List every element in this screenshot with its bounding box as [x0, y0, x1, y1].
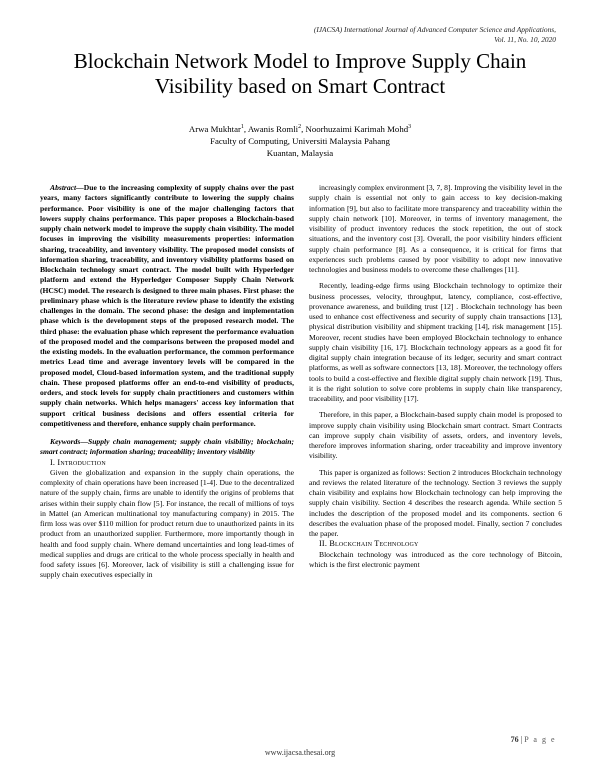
keywords — [40, 437, 294, 458]
author-2-sup: 2 — [298, 124, 302, 130]
journal-volume: Vol. 11, No. 10, 2020 — [494, 35, 556, 44]
journal-header — [156, 25, 556, 45]
journal-url: www.ijacsa.thesai.org — [264, 748, 336, 757]
author-list: Arwa Mukhtar$^1$, Awanis Romli$^2$, Noorhuzaimi Karimah Mohd$^3$ — [188, 123, 412, 134]
page-number-value: 76 — [510, 735, 519, 744]
paragraph-blockchain-firms: Recently, leading-edge firms using Blockchain technology to optimize their business processes, velocity, throughput, latency, compliance, cost-effective, provenance awareness, and building trust [12] . Blockchain technology has been used to enhance cost effectiveness and security of supply chain transactions [13], physical distribution visibility and shipment tracking [14], risk management [15]. Moreover, recent studies have been employed Blockchain technology to enhance supply chain visibility [16, 17]. Blockchain technology appears as a good fit for digital supply chain integration because of its ledger, security and smart contract platforms, as well as software connectors [13, 18]. Moreover, the technology offers tools to build a cost-effective and flexible digital supply chain network [19]. Thus, it is the right solution to solve core problems in supply chain like transparency, traceability, and poor visibility [17]. — [309, 281, 562, 403]
abstract-label: Abstract— — [50, 183, 84, 192]
paragraph-visibility: increasingly complex environment [3, 7, 8]. Improving the visibility level in the supply chain is essential not only to gain access to key decision-making information [9], but also to facilitate more transparency and traceability within the supply chain network [10]. Moreover, in terms of inventory management, the visibility of product inventory reduces the stock repetition, the out of stock situations, and the inventory cost [3]. Overall, the poor visibility hinders efficient supply chain performance [8]. As a consequence, it is critical for firms that experiences such problems caused by poor visibility to adopt new innovative technologies and business models to overcome these challenges [11]. — [309, 183, 562, 274]
journal-name: (IJACSA) International Journal of Advanced Computer Science and Applications, — [313, 25, 556, 34]
paragraph-organization: This paper is organized as follows: Section 2 introduces Blockchain technology and reviews the related literature of the technology. Section 3 reviews the supply chain visibility and explains how Blockchain technology can help improving the supply chain visibility. Section 4 describes the research agenda. While section 5 includes the description of the proposed model and its components. section 6 describes the evaluation phase of the proposed model. Finally, section 7 concludes the paper. — [309, 467, 562, 538]
abstract-text: Due to the increasing complexity of supply chains over the past years, many factors significantly contribute to lowering the supply chains performance. Poor visibility is one of the major challenging factors that lowers supply chains performance. This paper proposes a Blockchain-based supply chain network model to improve the supply chain visibility. The model focuses in improving the visibility measurements properties: information sharing, traceability, and inventory visibility. The proposed model consists of information sharing, traceability, and inventory visibility platforms based on Blockchain technology smart contract. The model built with Hyperledger platform and extend the Hyperledger Composer Supply Chain Network (HCSC) model. The research is designed to three main phases. First phase: the preliminary phase which is the literature review phase to identify the existing challenges in the domain. The second phase: the design and implementation phase which is the development steps of the proposed research model. The third phase: the evaluation phase which represent the performance evaluation of the proposed model and the comparisons between the proposed model and the existing models. In the evaluation performance, the common performance metrics Lead time and average inventory levels will be compared in the proposed model, Cloud-based information system, and the traditional supply chain. These proposed platforms offer an end-to-end visibility of products, orders, and stock levels for supply chain practitioners and customers within supply chain networks. Which helps managers' access key information that support critical business decisions and offers essential criteria for competitiveness and therefore, enhance supply chain performance. — [40, 183, 294, 428]
affiliation: Faculty of Computing, Universiti Malaysia Pahang — [210, 135, 390, 146]
author-2: Awanis Romli — [247, 123, 299, 134]
intro-paragraph: Given the globalization and expansion in the supply chain operations, the complexity of chain operations have been increased [1-4]. Due to the decentralized nature of the supply chain, firms are unable to identify the origins of problems that arises within their supply chain flow [5]. For instance, the recall of millions of toys in Mattel (an American multinational toy manufacturing company) in 2015. The firm loss was over $110 million for product return due to unauthorized paints in its product from an unauthorized supplier. Furthermore, more importantly though in health and food supply chain. Where demand uncertainties and long lead-times of medical supplies and drugs are critical to the whole process specially in health and food safety issues [6]. Moreover, lack of visibility is still a challenging issue for supply chain executives especially in — [40, 467, 294, 580]
author-3: Noorhuzaimi Karimah Mohd — [305, 123, 409, 134]
page-number — [511, 735, 556, 744]
keywords-text: Supply chain management; supply chain visibility; blockchain; smart contract; information sharing; traceability; inventory visibility — [40, 437, 294, 457]
paragraph-proposal: Therefore, in this paper, a Blockchain-based supply chain model is proposed to improve supply chain visibility using Blockchain smart contract. Smart Contracts can improve supply chain visibility of assets, orders, and inventory levels, therefore improves information sharing, order traceability and improve inventory visibility. — [309, 410, 562, 461]
section-1-heading: I. Introduction — [50, 457, 106, 467]
author-1: Arwa Mukhtar — [188, 123, 241, 134]
author-3-sup: 3 — [408, 124, 412, 130]
author-block — [40, 121, 560, 159]
abstract — [40, 183, 294, 429]
location: Kuantan, Malaysia — [266, 147, 334, 158]
page-separator: | — [518, 735, 525, 744]
left-column — [40, 183, 294, 581]
right-column — [309, 183, 562, 570]
keywords-label: Keywords— — [50, 437, 88, 446]
author-1-sup: 1 — [240, 124, 244, 130]
blockchain-paragraph: Blockchain technology was introduced as the core technology of Bitcoin, which is the first electronic payment — [309, 549, 562, 569]
page-word: P a g e — [524, 735, 556, 744]
section-2-heading: II. Blockchain Technology — [319, 539, 419, 549]
paper-title: Blockchain Network Model to Improve Supply Chain Visibility based on Smart Contract — [73, 49, 527, 98]
